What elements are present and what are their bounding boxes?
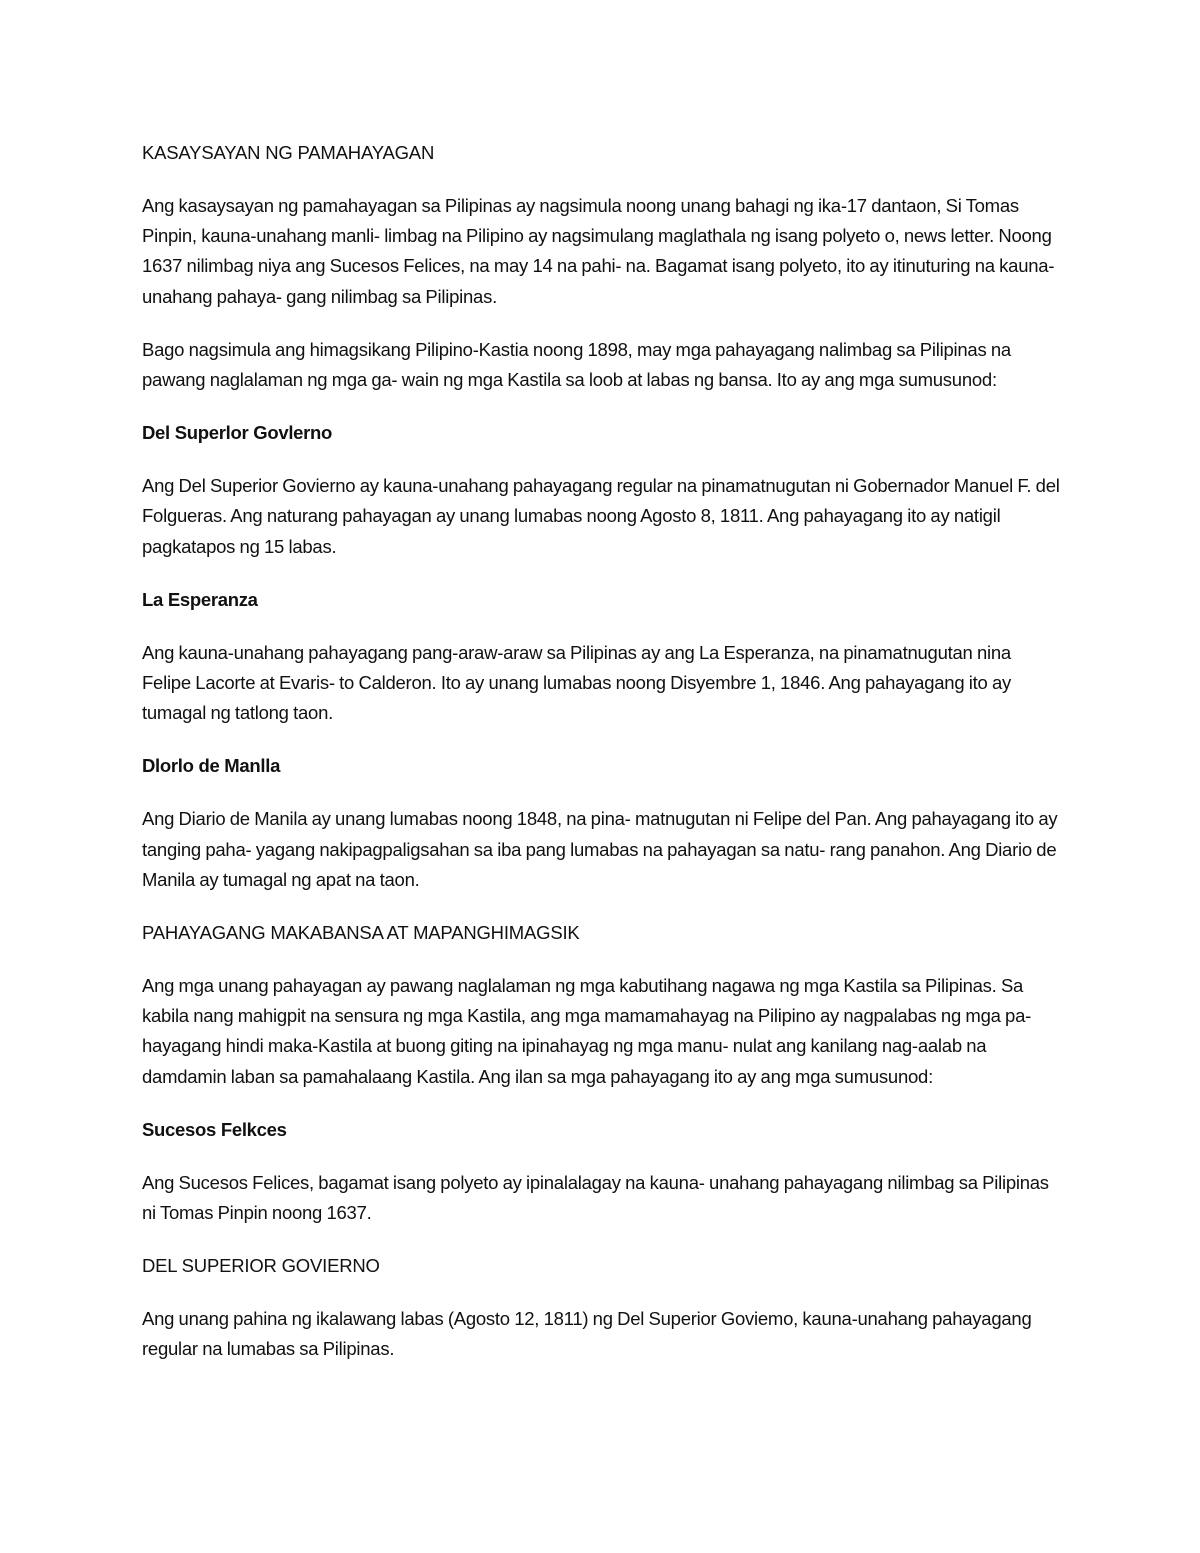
section-heading-diario-de-manila: Dlorlo de Manlla [142, 755, 281, 777]
section-body-diario-de-manila: Ang Diario de Manila ay unang lumabas noong 1848, na pina- matnugutan ni Felipe del Pan. Ang pahayagang ito ay tanging paha- yagang nakipagpaligsahan sa iba pang lumabas na pahayagan sa natu- rang panahon. Ang Diario de Manila ay tumagal ng apat na taon. [142, 808, 1058, 890]
second-paragraph: Bago nagsimula ang himagsikang Pilipino-Kastia noong 1898, may mga pahayagang nalimbag sa Pilipinas na pawang naglalaman ng mga ga- wain ng mga Kastila sa loob at labas ng bansa. Ito ay ang mga sumusunod: [142, 338, 1011, 391]
section2-intro-paragraph: Ang mga unang pahayagan ay pawang naglalaman ng mga kabutihang nagawa ng mga Kastila sa Pilipinas. Sa kabila nang mahigpit na sensura ng mga Kastila, ang mga mamamahayag na Pilipino ay nagpalabas ng mga pa- hayagang hindi maka-Kastila at buong giting na ipinahayag ng mga manu- nulat ang kanilang nag-aalab na damdamin laban sa pamahalaang Kastila. Ang ilan sa mga pahayagang ito ay ang mga sumusunod: [142, 975, 1032, 1087]
section-heading-sucesos-felices: Sucesos Felkces [142, 1118, 287, 1140]
intro-paragraph: Ang kasaysayan ng pamahayagan sa Pilipinas ay nagsimula noong unang bahagi ng ika-17 dantaon, Si Tomas Pinpin, kauna-unahang manli- limbag na Pilipino ay nagsimulang maglathala ng isang polyeto o, news letter. Noong 1637 nilimbag niya ang Sucesos Felices, na may 14 na pahi- na. Bagamat isang polyeto, ito ay itinuturing na kauna-unahang pahaya- gang nilimbag sa Pilipinas. [142, 195, 1055, 307]
closing-paragraph: Ang unang pahina ng ikalawang labas (Agosto 12, 1811) ng Del Superior Goviemo, kauna-unahang pahayagang regular na lumabas sa Pilipinas. [142, 1308, 1032, 1360]
document-page [142, 138, 1062, 1388]
section-body-del-superior: Ang Del Superior Govierno ay kauna-unahang pahayagang regular na pinamatnugutan ni Gobernador Manuel F. del Folgueras. Ang naturang pahayagan ay unang lumabas noong Agosto 8, 1811. Ang pahayagang ito ay natigil pagkatapos ng 15 labas. [142, 475, 1060, 557]
section-body-sucesos-felices: Ang Sucesos Felices, bagamat isang polyeto ay ipinalalagay na kauna- unahang pahayagang nilimbag sa Pilipinas ni Tomas Pinpin noong 1637. [142, 1171, 1049, 1224]
section-heading-del-superior: Del Superlor Govlerno [142, 422, 333, 444]
section-title-makabansa: PAHAYAGANG MAKABANSA AT MAPANGHIMAGSIK [142, 922, 580, 944]
document-title: KASAYSAYAN NG PAMAHAYAGAN [142, 142, 435, 163]
section-title-del-superior-govierno: DEL SUPERIOR GOVIERNO [142, 1255, 380, 1277]
section-heading-la-esperanza: La Esperanza [142, 588, 258, 610]
section-body-la-esperanza: Ang kauna-unahang pahayagang pang-araw-araw sa Pilipinas ay ang La Esperanza, na pinamatnugutan nina Felipe Lacorte at Evaris- to Calderon. Ito ay unang lumabas noong Disyembre 1, 1846. Ang pahayagang ito ay tumagal ng tatlong taon. [142, 641, 1011, 724]
